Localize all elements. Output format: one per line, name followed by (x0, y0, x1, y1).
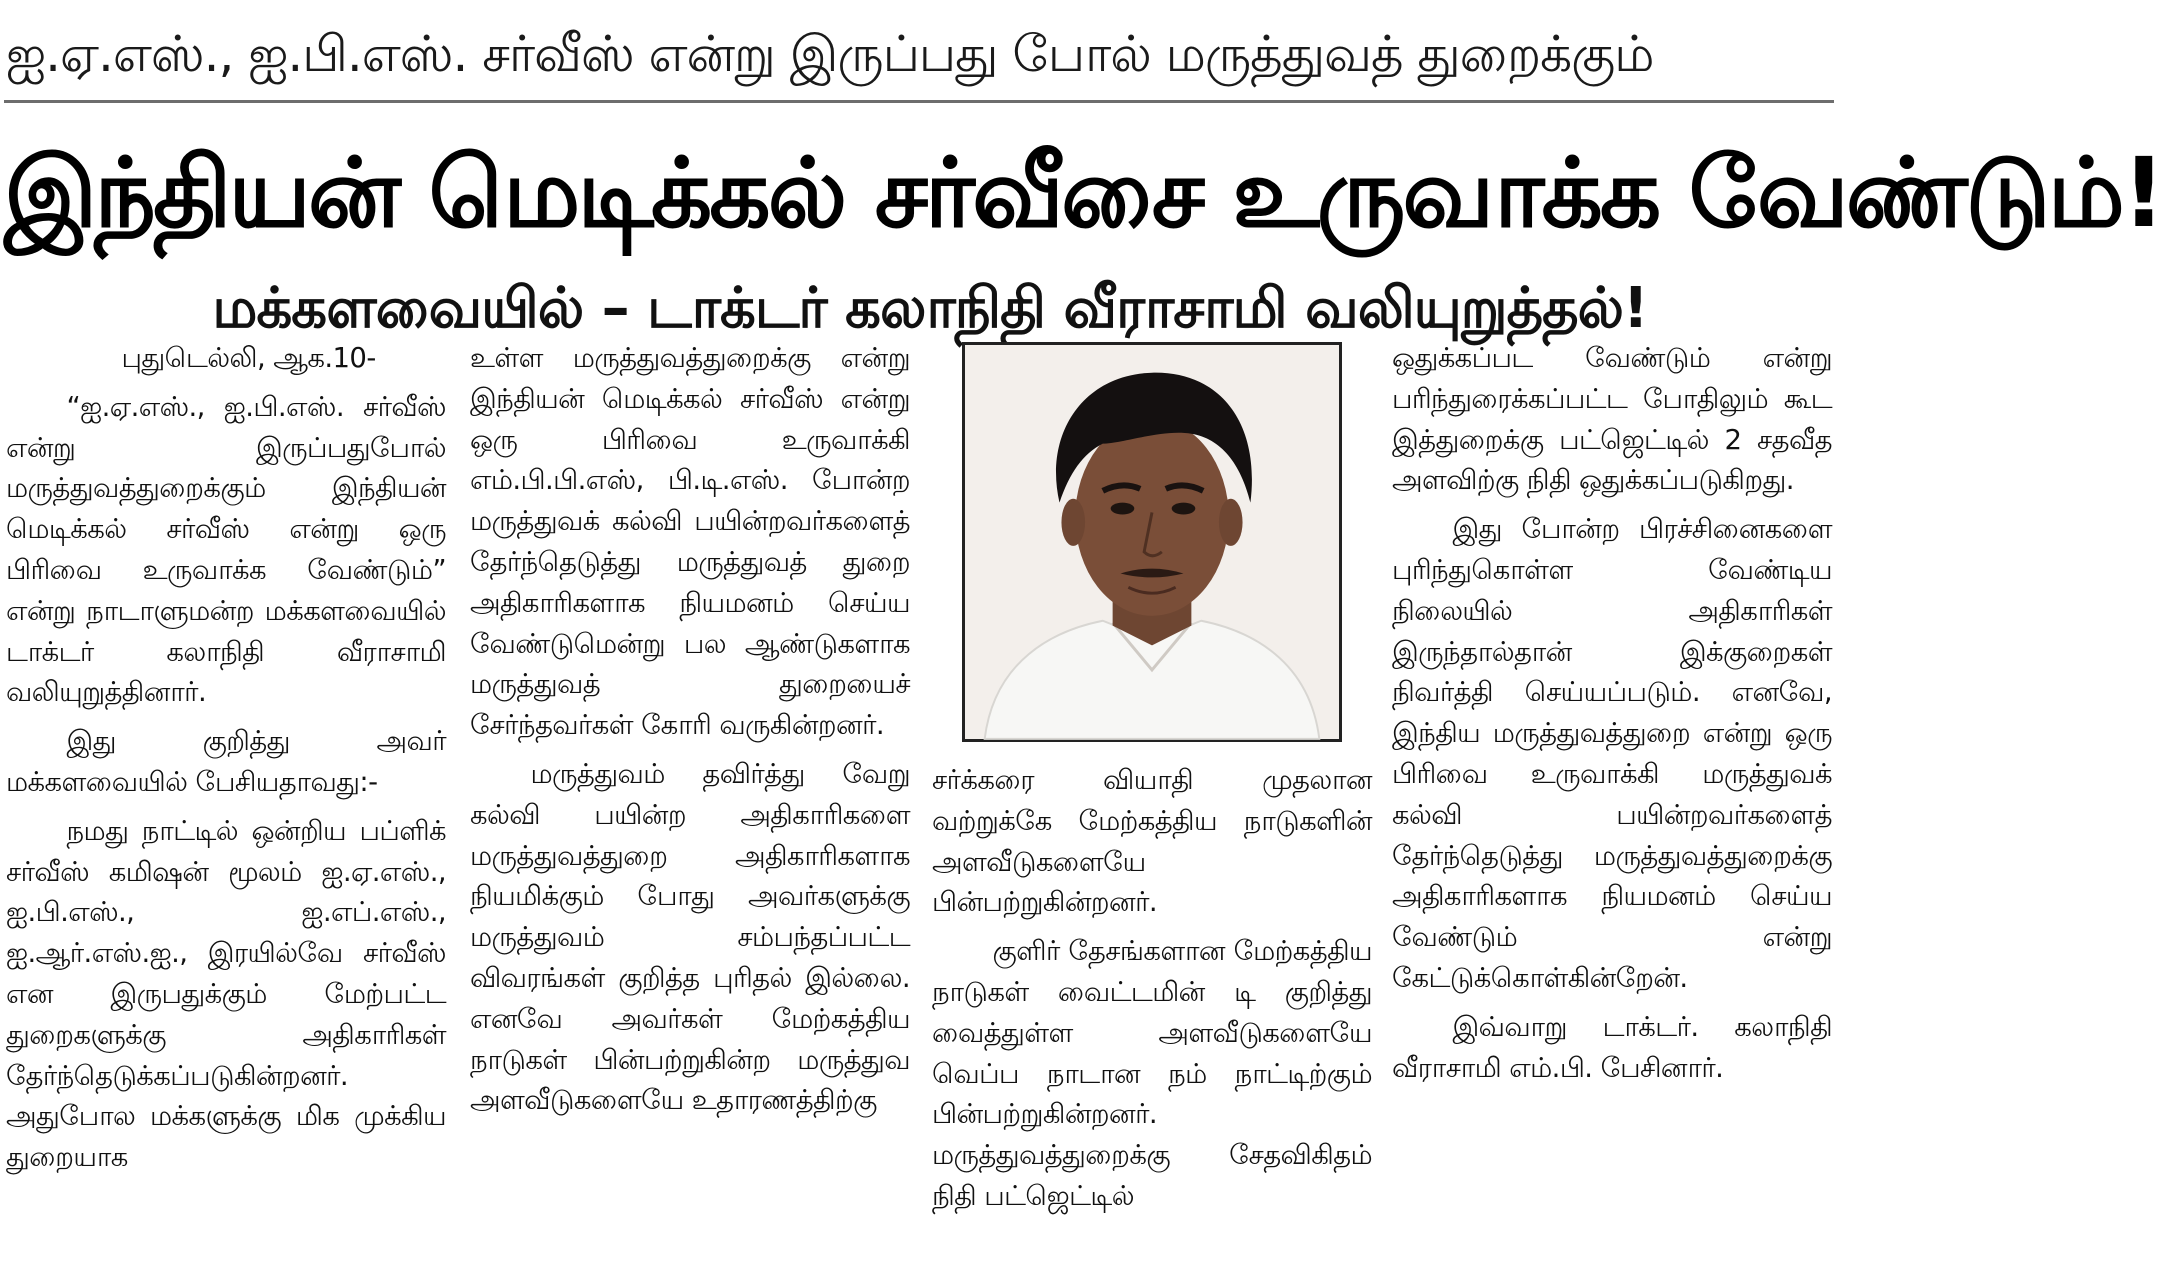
article-paragraph: குளிர் தேசங்களான மேற்கத்திய நாடுகள் வைட்டமின் டி குறித்து வைத்துள்ள அளவீடுகளையே வெப்ப நாடான நம் நாட்டிற்கும் பின்பற்றுகின்றனர். மருத்துவத்துறைக்கு சேதவிகிதம் நிதி பட்ஜெட்டில் (932, 935, 1372, 1212)
article-paragraph: நமது நாட்டில் ஒன்றிய பப்ளிக் சர்வீஸ் கமிஷன் மூலம் ஐ.ஏ.எஸ்., ஐ.பி.எஸ்., ஐ.எப்.எஸ்., ஐ.ஆர்.எஸ்.ஐ., இரயில்வே சர்வீஸ் என இருபதுக்கும் மேற்பட்ட துறைகளுக்கு அதிகாரிகள் தேர்ந்தெடுக்கப்படுகின்றனர். அதுபோல மக்களுக்கு மிக முக்கிய துறையாக (6, 814, 446, 1174)
headline-divider (4, 100, 1834, 103)
main-headline: இந்தியன் மெடிக்கல் சர்வீசை உருவாக்க வேண்டும்! (4, 137, 2163, 249)
article-paragraph: உள்ள மருத்துவத்துறைக்கு என்று இந்தியன் மெடிக்கல் சர்வீஸ் என்று ஒரு பிரிவை உருவாக்கி எம்.பி.பி.எஸ், பி.டி.எஸ். போன்ற மருத்துவக் கல்வி பயின்றவர்களைத் தேர்ந்தெடுத்து மருத்துவத் துறை அதிகாரிகளாக நியமனம் செய்ய வேண்டுமென்று பல ஆண்டுகளாக மருத்துவத் துறையைச் சேர்ந்தவர்கள் கோரி வருகின்றனர். (470, 342, 910, 742)
article-column-1 (6, 338, 446, 1248)
article-paragraph: ஒதுக்கப்பட வேண்டும் என்று பரிந்துரைக்கப்பட்ட போதிலும் கூட இத்துறைக்கு பட்ஜெட்டில் 2 சதவீத அளவிற்கு நிதி ஒதுக்கப்படுகிறது. (1392, 342, 1832, 497)
kicker-headline: ஐ.ஏ.எஸ்., ஐ.பி.எஸ். சர்வீஸ் என்று இருப்பது போல் மருத்துவத் துறைக்கும் (6, 25, 1654, 83)
portrait-photo-icon (965, 345, 1339, 739)
portrait-photo (962, 342, 1342, 742)
article-paragraph: சர்க்கரை வியாதி முதலான வற்றுக்கே மேற்கத்திய நாடுகளின் அளவீடுகளையே பின்பற்றுகின்றனர். (932, 764, 1372, 919)
dateline: புதுடெல்லி, ஆக.10- (121, 342, 376, 374)
article-column-3 (932, 760, 1372, 1250)
sub-headline: மக்களவையில் – டாக்டர் கலாநிதி வீராசாமி வலியுறுத்தல்! (212, 276, 1648, 341)
article-paragraph: இது போன்ற பிரச்சினைகளை புரிந்துகொள்ள வேண்டிய நிலையில் அதிகாரிகள் இருந்தால்தான் இக்குறைகள் நிவர்த்தி செய்யப்படும். எனவே, இந்திய மருத்துவத்துறை என்று ஒரு பிரிவை உருவாக்கி மருத்துவக் கல்வி பயின்றவர்களைத் தேர்ந்தெடுத்து மருத்துவத்துறைக்கு அதிகாரிகளாக நியமனம் செய்ய வேண்டும் என்று கேட்டுக்கொள்கின்றேன். (1392, 513, 1832, 994)
article-column-2 (470, 338, 910, 1248)
article-paragraph: “ஐ.ஏ.எஸ்., ஐ.பி.எஸ். சர்வீஸ் என்று இருப்பதுபோல் மருத்துவத்துறைக்கும் இந்தியன் மெடிக்கல் சர்வீஸ் என்று ஒரு பிரிவை உருவாக்க வேண்டும்” என்று நாடாளுமன்ற மக்களவையில் டாக்டர் கலாநிதி வீராசாமி வலியுறுத்தினார். (6, 390, 446, 709)
article-paragraph: மருத்துவம் தவிர்த்து வேறு கல்வி பயின்ற அதிகாரிகளை மருத்துவத்துறை அதிகாரிகளாக நியமிக்கும் போது அவர்களுக்கு மருத்துவம் சம்பந்தப்பட்ட விவரங்கள் குறித்த புரிதல் இல்லை. எனவே அவர்கள் மேற்கத்திய நாடுகள் பின்பற்றுகின்ற மருத்துவ அளவீடுகளையே உதாரணத்திற்கு (470, 757, 910, 1117)
article-paragraph: இது குறித்து அவர் மக்களவையில் பேசியதாவது:- (6, 725, 446, 798)
article-paragraph: இவ்வாறு டாக்டர். கலாநிதி வீராசாமி எம்.பி. பேசினார். (1392, 1010, 1832, 1084)
article-column-4 (1392, 338, 1832, 1248)
